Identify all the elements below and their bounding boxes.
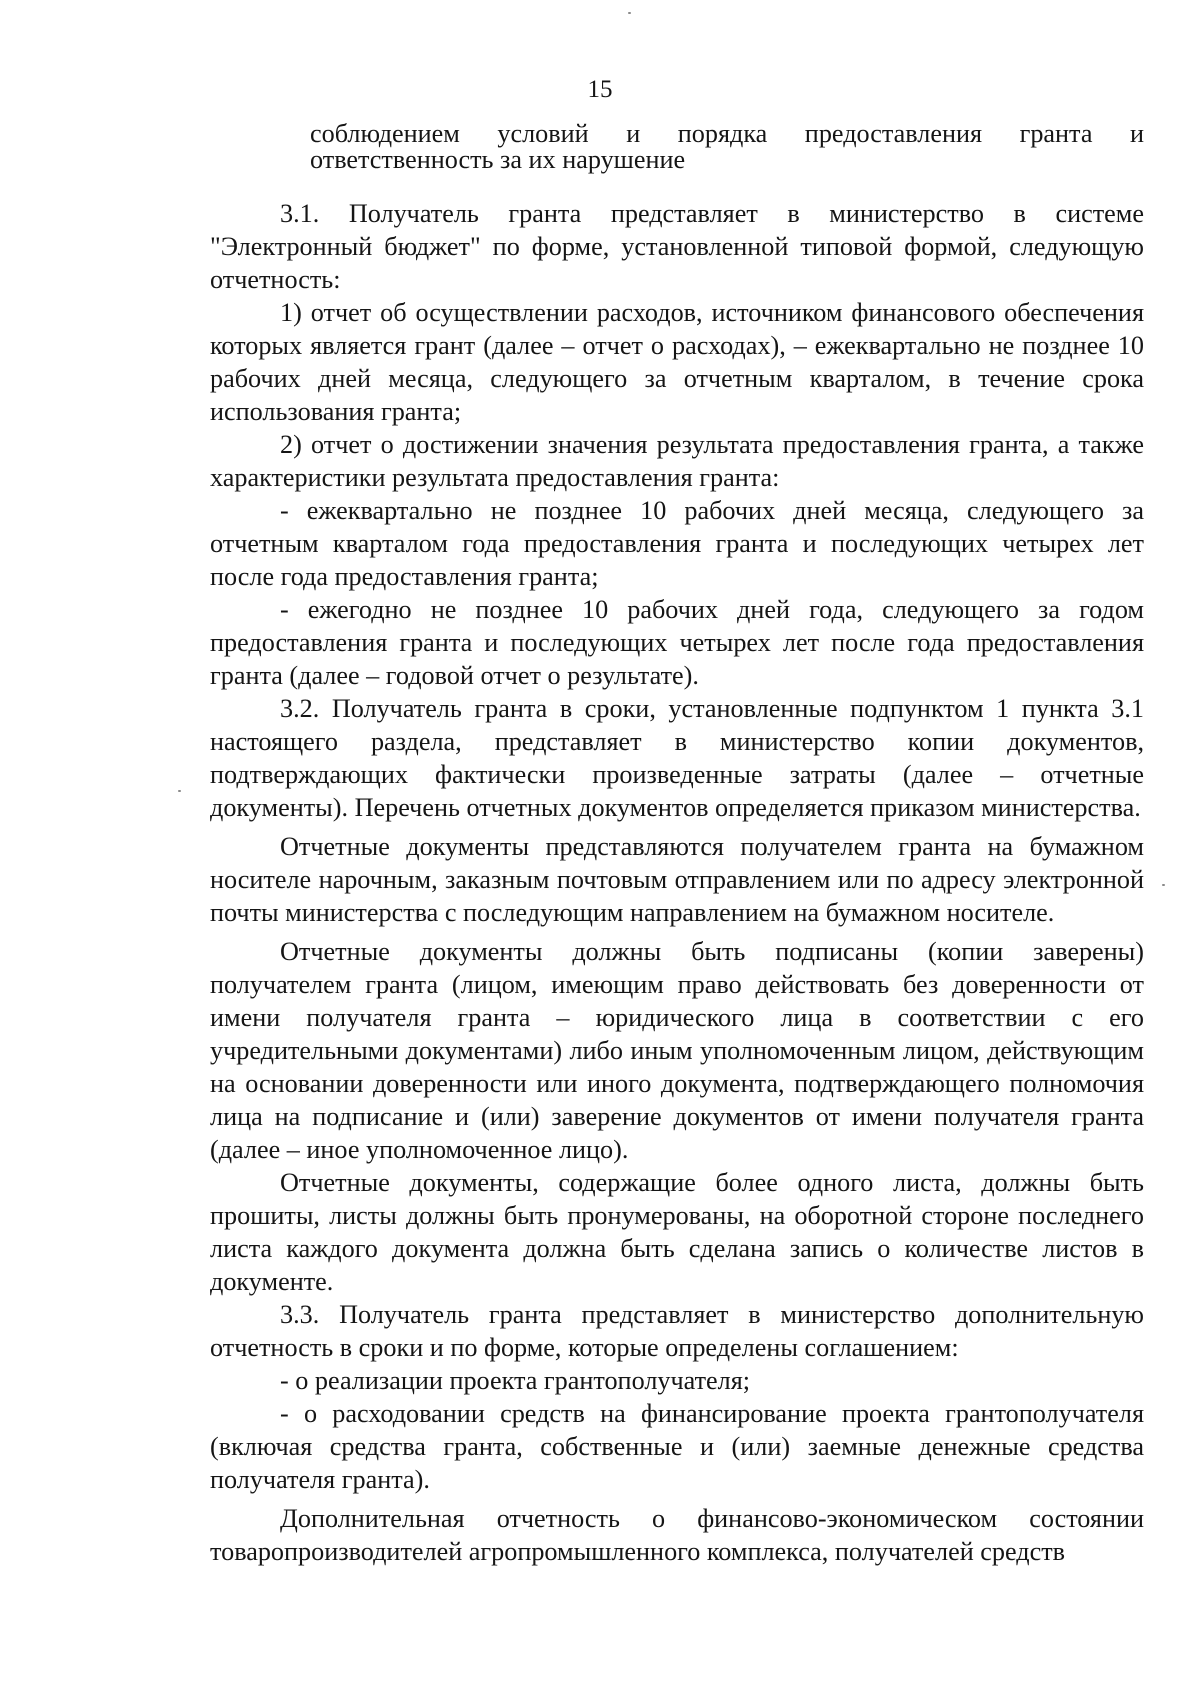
paragraph-additional-reporting: Дополнительная отчетность о финансово-экономическом состоянии товаропроизводителей агропромышленного комплекса, получателей средств xyxy=(210,1504,1144,1566)
paragraph-quarterly-bullet: - ежеквартально не позднее 10 рабочих дней месяца, следующего за отчетным кварталом года предоставления гранта и последующих четырех лет после года предоставления гранта; xyxy=(210,496,1144,591)
scan-speck xyxy=(628,12,631,14)
document-body xyxy=(210,121,1144,1568)
paragraph-3-1-item-2: 2) отчет о достижении значения результата предоставления гранта, а также характеристики результата предоставления гранта: xyxy=(210,430,1144,492)
scan-speck xyxy=(1162,884,1165,886)
page-number: 15 xyxy=(587,76,613,103)
paragraph-report-signing: Отчетные документы должны быть подписаны (копии заверены) получателем гранта (лицом, имеющим право действовать без доверенности от имени получателя гранта – юридического лица в соответствии с его учредительными документами) либо иным уполномоченным лицом, действующим на основании доверенности или иного документа, подтверждающего полномочия лица на подписание и (или) заверение документов от имени получателя гранта (далее – иное уполномоченное лицо). xyxy=(210,937,1144,1164)
paragraph-project-bullet: - о реализации проекта грантополучателя; xyxy=(280,1366,751,1395)
scan-speck xyxy=(178,790,181,792)
paragraph-report-binding: Отчетные документы, содержащие более одного листа, должны быть прошиты, листы должны быть пронумерованы, на оборотной стороне последнего листа каждого документа должна быть сделана запись о количестве листов в документе. xyxy=(210,1168,1144,1296)
paragraph-3-1: 3.1. Получатель гранта представляет в министерство в системе "Электронный бюджет" по форме, установленной типовой формой, следующую отчетность: xyxy=(210,199,1144,294)
paragraph-3-3: 3.3. Получатель гранта представляет в министерство дополнительную отчетность в сроки и по форме, которые определены соглашением: xyxy=(210,1300,1144,1362)
section-heading-continuation: соблюдением условий и порядка предоставления гранта и ответственность за их нарушение xyxy=(310,119,1144,174)
paragraph-3-2: 3.2. Получатель гранта в сроки, установленные подпунктом 1 пункта 3.1 настоящего раздела, представляет в министерство копии документов, подтверждающих фактически произведенные затраты (далее – отчетные документы). Перечень отчетных документов определяется приказом министерства. xyxy=(210,694,1144,822)
paragraph-report-delivery: Отчетные документы представляются получателем гранта на бумажном носителе нарочным, заказным почтовым отправлением или по адресу электронной почты министерства с последующим направлением на бумажном носителе. xyxy=(210,832,1144,927)
paragraph-3-1-item-1: 1) отчет об осуществлении расходов, источником финансового обеспечения которых является грант (далее – отчет о расходах), – ежеквартально не позднее 10 рабочих дней месяца, следующего за отчетным кварталом, в течение срока использования гранта; xyxy=(210,298,1144,426)
paragraph-spending-bullet: - о расходовании средств на финансирование проекта грантополучателя (включая средства гранта, собственные и (или) заемные денежные средства получателя гранта). xyxy=(210,1399,1144,1494)
paragraph-annual-bullet: - ежегодно не позднее 10 рабочих дней года, следующего за годом предоставления гранта и последующих четырех лет после года предоставления гранта (далее – годовой отчет о результате). xyxy=(210,595,1144,690)
